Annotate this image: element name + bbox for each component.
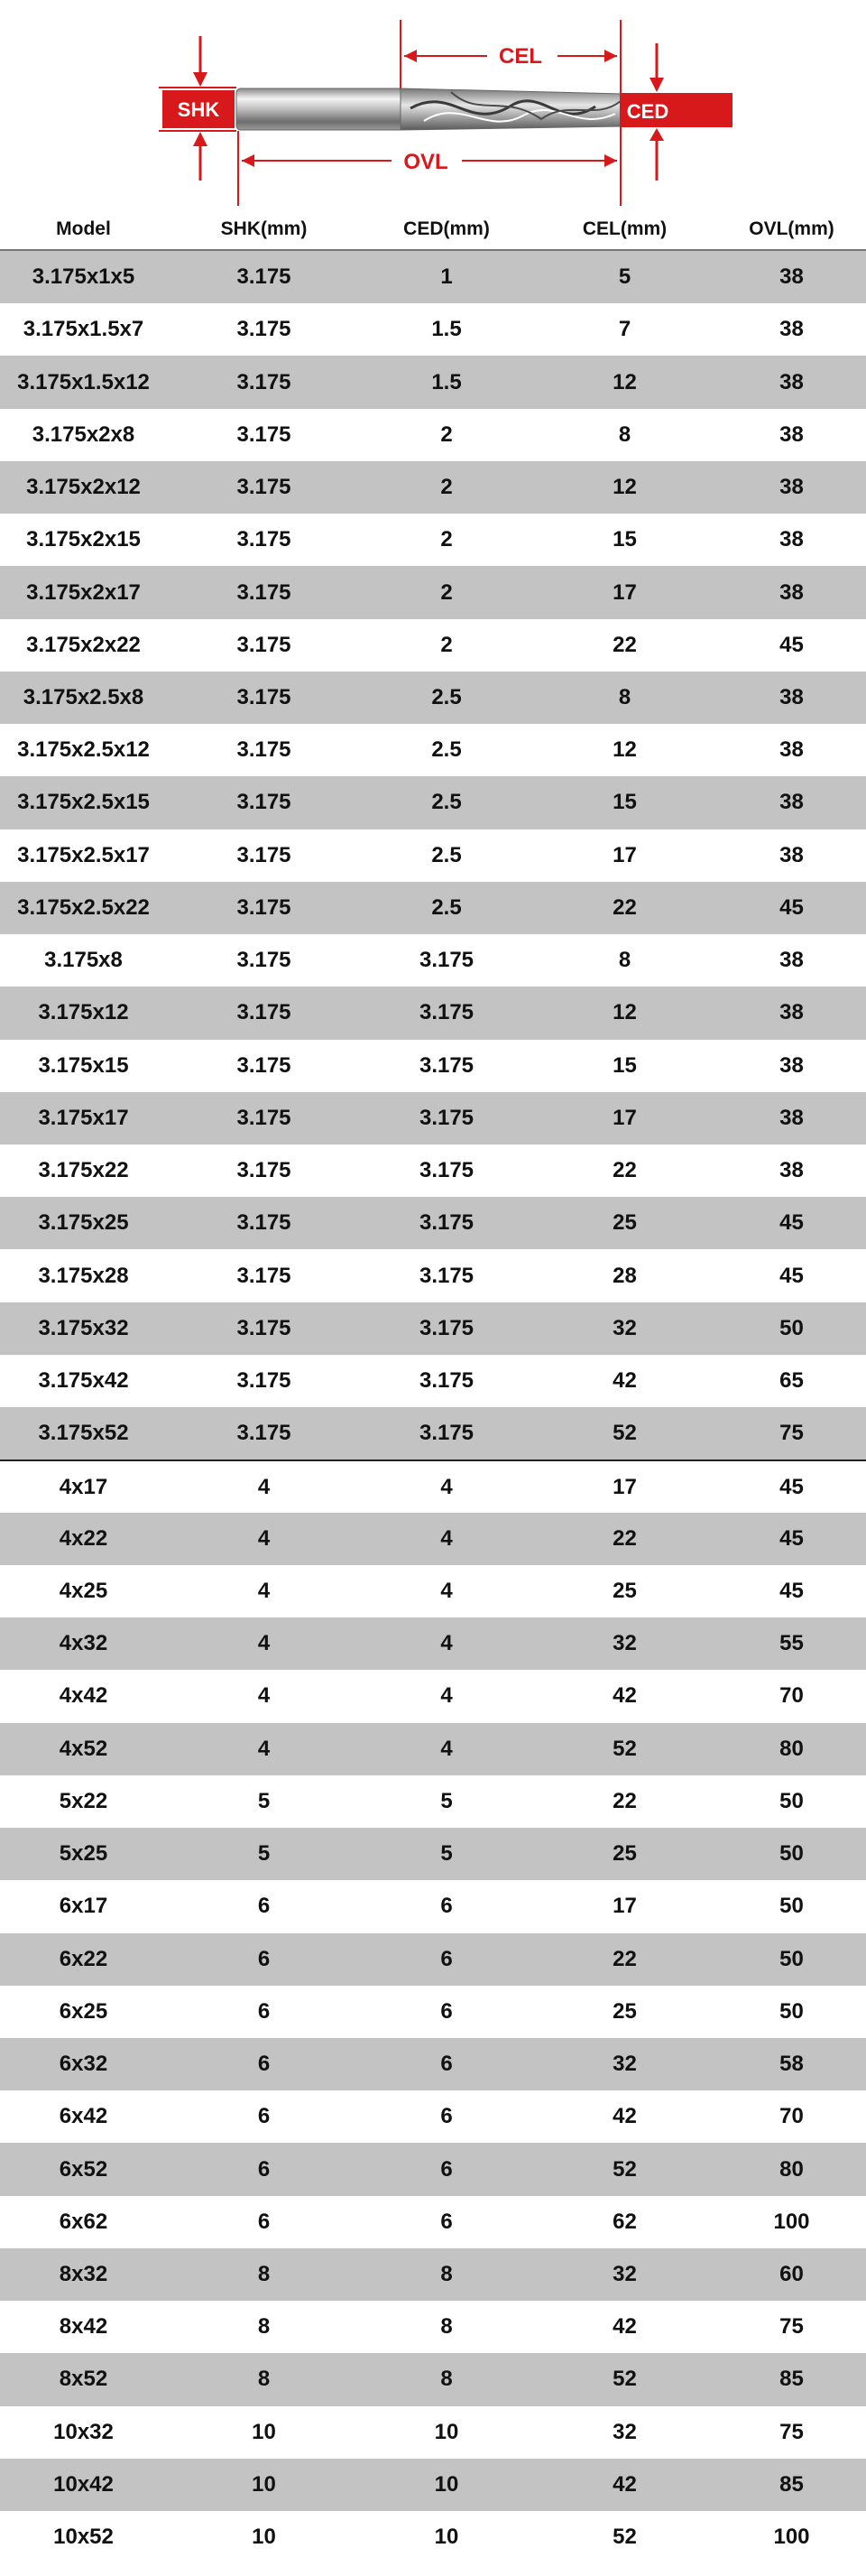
table-header <box>0 209 866 251</box>
model-cell: 4x22 <box>59 1525 108 1551</box>
ovl-cell: 45 <box>779 1578 804 1603</box>
svg-text:CED: CED <box>626 100 669 123</box>
ovl-cell: 100 <box>773 2209 810 2234</box>
model-cell: 3.175x2x17 <box>26 579 141 605</box>
model-cell: 3.175x2x15 <box>26 527 141 552</box>
ovl-cell: 38 <box>779 475 804 500</box>
ced-cell: 1.5 <box>431 317 462 342</box>
ced-cell: 5 <box>440 1841 453 1867</box>
cel-cell: 52 <box>613 1736 637 1761</box>
ovl-cell: 38 <box>779 579 804 605</box>
shk-cell: 3.175 <box>236 632 291 657</box>
model-cell: 6x62 <box>59 2209 108 2234</box>
ced-cell: 2 <box>440 527 453 552</box>
shk-cell: 8 <box>257 2367 271 2392</box>
ced-cell: 6 <box>440 1998 453 2024</box>
ced-cell: 6 <box>440 1946 453 1971</box>
model-cell: 5x22 <box>59 1788 108 1813</box>
ced-cell: 2.5 <box>431 790 462 815</box>
table-row <box>0 1723 866 1775</box>
ovl-cell: 50 <box>779 1841 804 1867</box>
shk-cell: 3.175 <box>236 369 291 394</box>
ovl-cell: 50 <box>779 1788 804 1813</box>
cel-cell: 25 <box>613 1998 637 2024</box>
ovl-cell: 50 <box>779 1894 804 1919</box>
model-cell: 10x32 <box>53 2419 114 2444</box>
ovl-cell: 75 <box>779 2314 804 2340</box>
shk-cell: 3.175 <box>236 1421 291 1446</box>
ced-cell: 10 <box>434 2525 459 2550</box>
cel-cell: 15 <box>613 790 637 815</box>
shk-cell: 3.175 <box>236 475 291 500</box>
ced-cell: 3.175 <box>419 1368 474 1394</box>
model-cell: 4x42 <box>59 1683 108 1709</box>
shk-cell: 3.175 <box>236 1315 291 1340</box>
ced-cell: 3.175 <box>419 1158 474 1183</box>
cel-cell: 42 <box>613 1683 637 1709</box>
model-cell: 4x32 <box>59 1631 108 1656</box>
table-row <box>0 2459 866 2511</box>
model-cell: 3.175x2.5x15 <box>17 790 150 815</box>
ced-cell: 2 <box>440 579 453 605</box>
cel-cell: 42 <box>613 2104 637 2129</box>
table-row <box>0 1407 866 1459</box>
shk-cell: 6 <box>257 1894 271 1919</box>
table-row <box>0 251 866 303</box>
ovl-cell: 60 <box>779 2262 804 2287</box>
model-cell: 3.175x52 <box>38 1421 129 1446</box>
shk-cell: 3.175 <box>236 894 291 920</box>
shk-cell: 4 <box>257 1525 271 1551</box>
shk-cell: 3.175 <box>236 527 291 552</box>
model-cell: 3.175x2x22 <box>26 632 141 657</box>
ced-cell: 6 <box>440 2209 453 2234</box>
ced-cell: 8 <box>440 2262 453 2287</box>
cel-cell: 25 <box>613 1210 637 1236</box>
shk-cell: 6 <box>257 2052 271 2077</box>
end-mill-dimension-diagram <box>0 0 866 209</box>
table-row <box>0 2143 866 2195</box>
cel-cell: 17 <box>613 1105 637 1130</box>
shk-cell: 10 <box>252 2471 276 2497</box>
shk-cell: 6 <box>257 2156 271 2182</box>
model-cell: 3.175x28 <box>38 1263 129 1288</box>
shk-cell: 3.175 <box>236 842 291 867</box>
ced-cell: 3.175 <box>419 1263 474 1288</box>
shk-cell: 3.175 <box>236 317 291 342</box>
ovl-cell: 80 <box>779 1736 804 1761</box>
cel-cell: 22 <box>613 1946 637 1971</box>
shk-cell: 3.175 <box>236 737 291 763</box>
model-cell: 6x22 <box>59 1946 108 1971</box>
ovl-cell: 100 <box>773 2525 810 2550</box>
model-cell: 3.175x15 <box>38 1052 129 1078</box>
shk-cell: 3.175 <box>236 948 291 973</box>
shk-cell: 3.175 <box>236 1158 291 1183</box>
ovl-cell: 80 <box>779 2156 804 2182</box>
model-cell: 3.175x1.5x12 <box>17 369 150 394</box>
shk-cell: 3.175 <box>236 579 291 605</box>
cel-cell: 5 <box>618 264 631 290</box>
cel-cell: 42 <box>613 2314 637 2340</box>
cel-cell: 32 <box>613 1315 637 1340</box>
cel-cell: 52 <box>613 2156 637 2182</box>
cel-cell: 28 <box>613 1263 637 1288</box>
header-cel: CEL(mm) <box>582 218 668 239</box>
cel-cell: 32 <box>613 2262 637 2287</box>
ced-cell: 6 <box>440 2104 453 2129</box>
shk-cell: 3.175 <box>236 1263 291 1288</box>
cel-cell: 42 <box>613 2471 637 2497</box>
shk-cell: 3.175 <box>236 422 291 447</box>
table-row <box>0 829 866 882</box>
cel-cell: 17 <box>613 579 637 605</box>
ovl-cell: 65 <box>779 1368 804 1394</box>
ced-cell: 3.175 <box>419 1315 474 1340</box>
ced-cell: 4 <box>440 1683 453 1709</box>
table-row <box>0 1459 866 1512</box>
ovl-cell: 50 <box>779 1946 804 1971</box>
table-row <box>0 1986 866 2038</box>
shk-cell: 4 <box>257 1736 271 1761</box>
cel-cell: 25 <box>613 1841 637 1867</box>
model-cell: 5x25 <box>59 1841 108 1867</box>
cel-cell: 15 <box>613 1052 637 1078</box>
header-shk: SHK(mm) <box>220 218 308 239</box>
model-cell: 6x52 <box>59 2156 108 2182</box>
cel-cell: 52 <box>613 2367 637 2392</box>
shk-cell: 6 <box>257 1998 271 2024</box>
model-cell: 3.175x1x5 <box>32 264 135 290</box>
ced-cell: 1 <box>440 264 453 290</box>
table-row <box>0 303 866 356</box>
model-cell: 4x52 <box>59 1736 108 1761</box>
ced-cell: 6 <box>440 2052 453 2077</box>
table-row <box>0 2248 866 2301</box>
ced-cell: 3.175 <box>419 1210 474 1236</box>
ced-cell: 10 <box>434 2419 459 2444</box>
table-row <box>0 1355 866 1407</box>
shk-cell: 3.175 <box>236 684 291 709</box>
cel-cell: 62 <box>613 2209 637 2234</box>
table-row <box>0 2038 866 2090</box>
table-row <box>0 2406 866 2459</box>
shk-cell: 8 <box>257 2314 271 2340</box>
table-row <box>0 2353 866 2405</box>
table-row <box>0 514 866 566</box>
table-row <box>0 1197 866 1249</box>
ovl-cell: 70 <box>779 1683 804 1709</box>
shk-cell: 6 <box>257 2104 271 2129</box>
ced-cell: 2.5 <box>431 894 462 920</box>
ovl-cell: 38 <box>779 790 804 815</box>
ced-cell: 3.175 <box>419 1000 474 1025</box>
ovl-cell: 38 <box>779 264 804 290</box>
cel-cell: 22 <box>613 1788 637 1813</box>
model-cell: 3.175x2.5x22 <box>17 894 150 920</box>
cel-cell: 32 <box>613 1631 637 1656</box>
ced-cell: 8 <box>440 2314 453 2340</box>
cel-cell: 22 <box>613 632 637 657</box>
cel-cell: 25 <box>613 1578 637 1603</box>
ced-cell: 1.5 <box>431 369 462 394</box>
table-row <box>0 724 866 776</box>
cel-cell: 17 <box>613 1894 637 1919</box>
ced-cell: 6 <box>440 2156 453 2182</box>
model-cell: 3.175x25 <box>38 1210 129 1236</box>
cel-cell: 8 <box>618 684 631 709</box>
shk-cell: 3.175 <box>236 1105 291 1130</box>
table-row <box>0 1249 866 1302</box>
ced-cell: 4 <box>440 1474 453 1499</box>
shk-cell: 5 <box>257 1788 271 1813</box>
ovl-cell: 38 <box>779 1000 804 1025</box>
cel-cell: 12 <box>613 475 637 500</box>
table-row <box>0 1617 866 1670</box>
model-cell: 3.175x42 <box>38 1368 129 1394</box>
ovl-cell: 38 <box>779 527 804 552</box>
ovl-cell: 38 <box>779 317 804 342</box>
ovl-cell: 38 <box>779 684 804 709</box>
header-ced: CED(mm) <box>403 218 490 239</box>
ced-cell: 3.175 <box>419 1421 474 1446</box>
shk-cell: 3.175 <box>236 1000 291 1025</box>
ced-label <box>621 94 732 126</box>
table-row <box>0 672 866 724</box>
table-row <box>0 1302 866 1355</box>
model-cell: 4x25 <box>59 1578 108 1603</box>
shk-cell: 3.175 <box>236 264 291 290</box>
shk-cell: 10 <box>252 2419 276 2444</box>
model-cell: 6x25 <box>59 1998 108 2024</box>
table-row <box>0 934 866 987</box>
ovl-cell: 38 <box>779 948 804 973</box>
cel-cell: 8 <box>618 422 631 447</box>
table-row <box>0 356 866 408</box>
table-row <box>0 1880 866 1932</box>
ced-cell: 3.175 <box>419 948 474 973</box>
cel-cell: 22 <box>613 894 637 920</box>
shk-cell: 3.175 <box>236 790 291 815</box>
ovl-cell: 38 <box>779 369 804 394</box>
shk-cell: 3.175 <box>236 1052 291 1078</box>
ovl-cell: 45 <box>779 1474 804 1499</box>
model-cell: 8x52 <box>59 2367 108 2392</box>
ced-cell: 3.175 <box>419 1105 474 1130</box>
ced-cell: 5 <box>440 1788 453 1813</box>
ced-cell: 2.5 <box>431 842 462 867</box>
model-cell: 6x42 <box>59 2104 108 2129</box>
cel-cell: 8 <box>618 948 631 973</box>
table-row <box>0 987 866 1039</box>
cel-cell: 12 <box>613 737 637 763</box>
table-row <box>0 566 866 618</box>
ced-cell: 10 <box>434 2471 459 2497</box>
end-mill-drawing <box>236 88 622 130</box>
shk-cell: 4 <box>257 1578 271 1603</box>
cel-cell: 52 <box>613 2525 637 2550</box>
ovl-cell: 38 <box>779 1158 804 1183</box>
ced-cell: 6 <box>440 1894 453 1919</box>
ovl-cell: 45 <box>779 632 804 657</box>
model-cell: 8x32 <box>59 2262 108 2287</box>
ovl-cell: 58 <box>779 2052 804 2077</box>
ovl-cell: 38 <box>779 422 804 447</box>
model-cell: 3.175x2x12 <box>26 475 141 500</box>
table-row <box>0 2511 866 2563</box>
shk-cell: 5 <box>257 1841 271 1867</box>
table-row <box>0 409 866 461</box>
model-cell: 3.175x8 <box>44 948 123 973</box>
shk-cell: 6 <box>257 2209 271 2234</box>
cel-cell: 7 <box>618 317 631 342</box>
cel-cell: 15 <box>613 527 637 552</box>
cel-cell: 17 <box>613 1474 637 1499</box>
model-cell: 3.175x2.5x17 <box>17 842 150 867</box>
ovl-cell: 38 <box>779 1105 804 1130</box>
table-row <box>0 2090 866 2143</box>
ovl-cell: 50 <box>779 1998 804 2024</box>
header-ovl: OVL(mm) <box>749 218 834 239</box>
ovl-cell: 45 <box>779 1525 804 1551</box>
cel-cell: 22 <box>613 1158 637 1183</box>
shk-cell: 8 <box>257 2262 271 2287</box>
table-row <box>0 1775 866 1828</box>
ovl-cell: 85 <box>779 2367 804 2392</box>
shk-cell: 4 <box>257 1683 271 1709</box>
ced-cell: 4 <box>440 1578 453 1603</box>
cel-label: CEL <box>499 44 542 69</box>
ovl-cell: 38 <box>779 737 804 763</box>
table-row <box>0 1513 866 1565</box>
table-row <box>0 461 866 514</box>
model-cell: 3.175x2.5x12 <box>17 737 150 763</box>
model-cell: 3.175x2.5x8 <box>23 684 144 709</box>
ced-cell: 2.5 <box>431 737 462 763</box>
table-row <box>0 1040 866 1092</box>
ced-cell: 3.175 <box>419 1052 474 1078</box>
ovl-cell: 50 <box>779 1315 804 1340</box>
ovl-cell: 70 <box>779 2104 804 2129</box>
table-row <box>0 1828 866 1880</box>
ovl-cell: 85 <box>779 2471 804 2497</box>
table-row <box>0 1092 866 1144</box>
shk-cell: 10 <box>252 2525 276 2550</box>
ovl-cell: 75 <box>779 1421 804 1446</box>
table-row <box>0 882 866 934</box>
ovl-label: OVL <box>403 150 448 174</box>
model-cell: 10x52 <box>53 2525 114 2550</box>
model-cell: 3.175x12 <box>38 1000 129 1025</box>
ced-cell: 2 <box>440 632 453 657</box>
table-row <box>0 619 866 672</box>
header-model: Model <box>56 218 111 239</box>
svg-text:SHK: SHK <box>177 98 220 121</box>
table-row <box>0 1565 866 1617</box>
ced-cell: 4 <box>440 1736 453 1761</box>
spec-table <box>0 251 866 2563</box>
table-row <box>0 1670 866 1722</box>
model-cell: 3.175x1.5x7 <box>23 317 144 342</box>
cel-cell: 12 <box>613 1000 637 1025</box>
ovl-cell: 38 <box>779 842 804 867</box>
model-cell: 3.175x17 <box>38 1105 129 1130</box>
shk-cell: 3.175 <box>236 1368 291 1394</box>
table-row <box>0 2301 866 2353</box>
cel-cell: 32 <box>613 2419 637 2444</box>
model-cell: 10x42 <box>53 2471 114 2497</box>
model-cell: 3.175x2x8 <box>32 422 135 447</box>
shk-cell: 4 <box>257 1474 271 1499</box>
table-row <box>0 1144 866 1197</box>
model-cell: 3.175x32 <box>38 1315 129 1340</box>
model-cell: 8x42 <box>59 2314 108 2340</box>
ovl-cell: 38 <box>779 1052 804 1078</box>
model-cell: 3.175x22 <box>38 1158 129 1183</box>
ced-cell: 4 <box>440 1525 453 1551</box>
cel-cell: 17 <box>613 842 637 867</box>
ced-cell: 4 <box>440 1631 453 1656</box>
cel-cell: 52 <box>613 1421 637 1446</box>
ovl-cell: 45 <box>779 1210 804 1236</box>
table-row <box>0 776 866 829</box>
table-row <box>0 1933 866 1986</box>
table-row <box>0 2196 866 2248</box>
shk-cell: 6 <box>257 1946 271 1971</box>
shk-label <box>162 90 235 128</box>
ovl-cell: 45 <box>779 894 804 920</box>
ced-cell: 2 <box>440 475 453 500</box>
model-cell: 4x17 <box>59 1474 108 1499</box>
model-cell: 6x17 <box>59 1894 108 1919</box>
model-cell: 6x32 <box>59 2052 108 2077</box>
shk-cell: 3.175 <box>236 1210 291 1236</box>
cel-cell: 42 <box>613 1368 637 1394</box>
ced-cell: 2 <box>440 422 453 447</box>
ovl-cell: 45 <box>779 1263 804 1288</box>
cel-cell: 32 <box>613 2052 637 2077</box>
cel-cell: 22 <box>613 1525 637 1551</box>
ovl-cell: 75 <box>779 2419 804 2444</box>
ced-cell: 8 <box>440 2367 453 2392</box>
ced-cell: 2.5 <box>431 684 462 709</box>
cel-cell: 12 <box>613 369 637 394</box>
shk-cell: 4 <box>257 1631 271 1656</box>
ovl-cell: 55 <box>779 1631 804 1656</box>
